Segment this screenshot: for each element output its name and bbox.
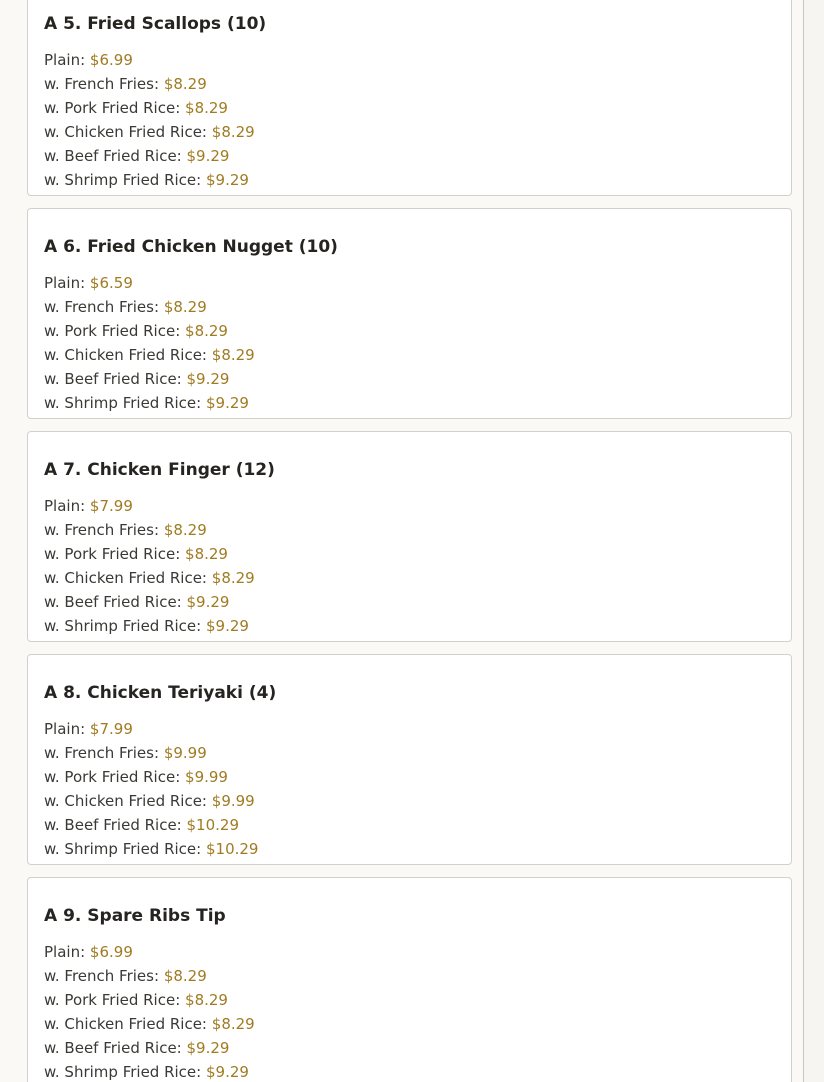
option-price: $6.99 (89, 943, 133, 961)
option-label: w. Chicken Fried Rice: (44, 123, 207, 141)
option-row-french-fries[interactable] (44, 964, 775, 988)
option-price: $8.29 (211, 346, 255, 364)
option-row-french-fries[interactable] (44, 295, 775, 319)
option-row-french-fries[interactable] (44, 72, 775, 96)
option-price: $9.29 (186, 370, 230, 388)
option-row-plain[interactable] (44, 494, 775, 518)
option-label: w. Pork Fried Rice: (44, 99, 181, 117)
option-label: w. Beef Fried Rice: (44, 816, 182, 834)
menu-item-title: A 5. Fried Scallops (10) (44, 14, 267, 34)
option-label: w. Chicken Fried Rice: (44, 346, 207, 364)
option-row-plain[interactable] (44, 717, 775, 741)
option-row-plain[interactable] (44, 940, 775, 964)
option-price: $9.99 (211, 792, 255, 810)
option-price: $6.99 (89, 51, 133, 69)
option-row-plain[interactable] (44, 271, 775, 295)
menu-item-card-a6[interactable] (27, 208, 792, 419)
option-label: w. Pork Fried Rice: (44, 545, 181, 563)
option-row-beef-fried-rice[interactable] (44, 590, 775, 614)
option-price: $8.29 (185, 545, 228, 563)
option-row-chicken-fried-rice[interactable] (44, 1012, 775, 1036)
option-price: $9.99 (163, 744, 207, 762)
option-price: $8.29 (185, 322, 228, 340)
option-label: w. Beef Fried Rice: (44, 593, 182, 611)
option-row-shrimp-fried-rice[interactable] (44, 837, 775, 861)
option-row-pork-fried-rice[interactable] (44, 542, 775, 566)
option-price: $9.29 (205, 1063, 249, 1081)
option-label: w. Shrimp Fried Rice: (44, 617, 202, 635)
option-label: w. Chicken Fried Rice: (44, 1015, 207, 1033)
option-price: $9.29 (205, 617, 249, 635)
option-row-chicken-fried-rice[interactable] (44, 120, 775, 144)
option-label: w. Pork Fried Rice: (44, 768, 181, 786)
menu-item-list (27, 0, 792, 1082)
option-price: $8.29 (185, 99, 228, 117)
option-label: Plain: (44, 51, 86, 69)
option-price: $8.29 (211, 123, 255, 141)
option-label: Plain: (44, 943, 86, 961)
menu-item-title: A 7. Chicken Finger (12) (44, 460, 275, 480)
option-price: $6.59 (89, 274, 133, 292)
option-price: $8.29 (163, 75, 207, 93)
option-label: w. French Fries: (44, 521, 160, 539)
menu-item-title: A 8. Chicken Teriyaki (4) (44, 683, 277, 703)
option-row-beef-fried-rice[interactable] (44, 813, 775, 837)
option-row-pork-fried-rice[interactable] (44, 96, 775, 120)
option-label: w. French Fries: (44, 298, 160, 316)
option-price: $9.29 (205, 171, 249, 189)
option-label: w. Beef Fried Rice: (44, 1039, 182, 1057)
option-label: w. Shrimp Fried Rice: (44, 1063, 202, 1081)
option-row-shrimp-fried-rice[interactable] (44, 391, 775, 415)
option-price: $7.99 (89, 720, 133, 738)
option-price: $9.29 (186, 1039, 230, 1057)
menu-item-title: A 6. Fried Chicken Nugget (10) (44, 237, 338, 257)
option-price: $9.99 (185, 768, 228, 786)
option-row-chicken-fried-rice[interactable] (44, 566, 775, 590)
option-price: $9.29 (186, 147, 230, 165)
option-row-shrimp-fried-rice[interactable] (44, 1060, 775, 1082)
option-label: w. Shrimp Fried Rice: (44, 394, 202, 412)
option-price: $10.29 (186, 816, 240, 834)
option-price: $8.29 (163, 967, 207, 985)
option-price: $8.29 (185, 991, 228, 1009)
option-label: w. Shrimp Fried Rice: (44, 840, 202, 858)
option-price: $8.29 (211, 1015, 255, 1033)
option-row-pork-fried-rice[interactable] (44, 988, 775, 1012)
option-row-french-fries[interactable] (44, 518, 775, 542)
option-row-beef-fried-rice[interactable] (44, 367, 775, 391)
option-label: Plain: (44, 497, 86, 515)
option-label: w. French Fries: (44, 967, 160, 985)
option-row-plain[interactable] (44, 48, 775, 72)
option-price: $10.29 (205, 840, 259, 858)
option-label: w. Pork Fried Rice: (44, 991, 181, 1009)
option-row-pork-fried-rice[interactable] (44, 765, 775, 789)
option-label: w. Pork Fried Rice: (44, 322, 181, 340)
option-price: $9.29 (186, 593, 230, 611)
option-row-beef-fried-rice[interactable] (44, 144, 775, 168)
option-label: w. Chicken Fried Rice: (44, 569, 207, 587)
option-price: $8.29 (163, 521, 207, 539)
menu-item-card-a5[interactable] (27, 0, 792, 196)
option-label: w. Shrimp Fried Rice: (44, 171, 202, 189)
option-row-shrimp-fried-rice[interactable] (44, 614, 775, 638)
option-label: Plain: (44, 274, 86, 292)
menu-item-card-a8[interactable] (27, 654, 792, 865)
option-label: w. Chicken Fried Rice: (44, 792, 207, 810)
option-label: w. French Fries: (44, 75, 160, 93)
option-row-french-fries[interactable] (44, 741, 775, 765)
menu-item-title: A 9. Spare Ribs Tip (44, 906, 226, 926)
option-row-shrimp-fried-rice[interactable] (44, 168, 775, 192)
menu-item-card-a7[interactable] (27, 431, 792, 642)
option-label: Plain: (44, 720, 86, 738)
option-row-chicken-fried-rice[interactable] (44, 789, 775, 813)
option-label: w. Beef Fried Rice: (44, 370, 182, 388)
option-price: $9.29 (205, 394, 249, 412)
option-row-pork-fried-rice[interactable] (44, 319, 775, 343)
option-price: $8.29 (163, 298, 207, 316)
option-label: w. French Fries: (44, 744, 160, 762)
option-label: w. Beef Fried Rice: (44, 147, 182, 165)
option-row-beef-fried-rice[interactable] (44, 1036, 775, 1060)
option-price: $7.99 (89, 497, 133, 515)
menu-item-card-a9[interactable] (27, 877, 792, 1082)
option-price: $8.29 (211, 569, 255, 587)
option-row-chicken-fried-rice[interactable] (44, 343, 775, 367)
